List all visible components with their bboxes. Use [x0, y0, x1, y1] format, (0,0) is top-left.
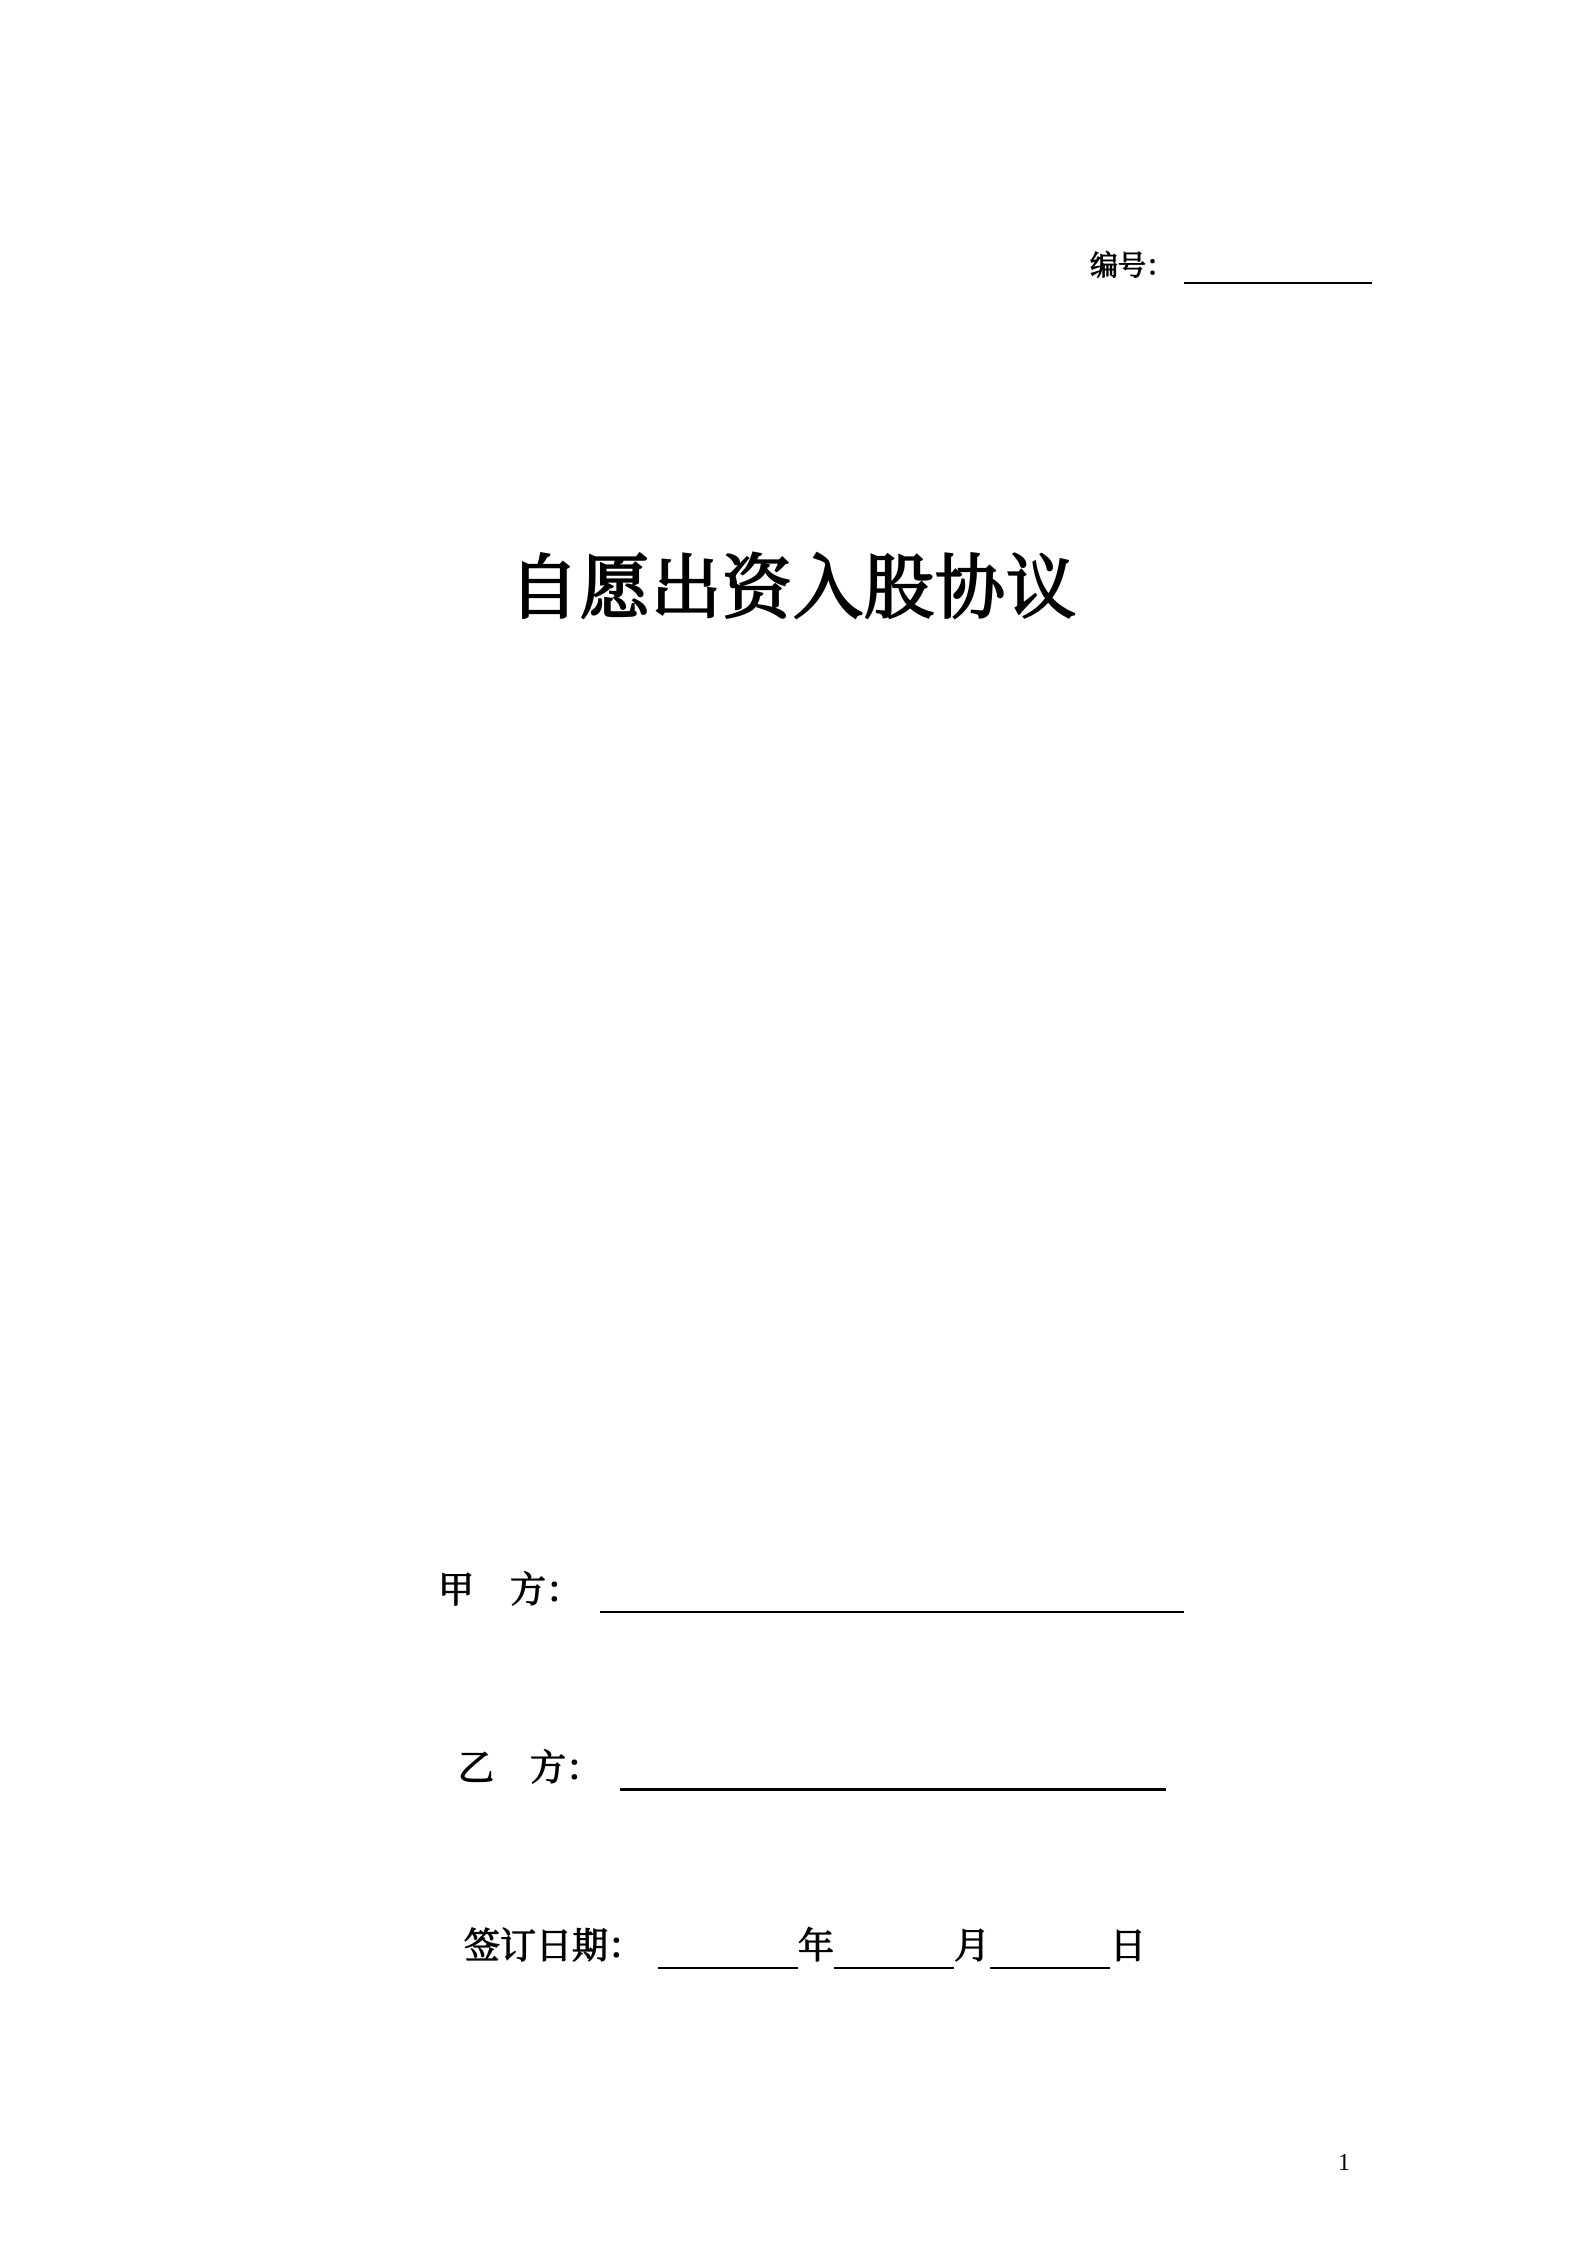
sign-date-field: [464, 1918, 1146, 1969]
document-number-label: 编号：: [1090, 249, 1175, 282]
sign-date-year-unit: 年: [798, 1926, 835, 1967]
sign-date-day-blank[interactable]: [990, 1933, 1110, 1969]
sign-date-month-unit: 月: [954, 1926, 991, 1967]
sign-date-day-unit: 日: [1110, 1926, 1147, 1967]
sign-date-label: 签订日期：: [464, 1926, 645, 1967]
sign-date-year-blank[interactable]: [658, 1933, 798, 1969]
document-number-blank[interactable]: [1184, 256, 1372, 284]
document-title: 自愿出资入股协议: [509, 547, 1077, 629]
party-b-field: [458, 1740, 1166, 1791]
party-b-label: 乙 方：: [458, 1748, 603, 1789]
sign-date-month-blank[interactable]: [834, 1933, 954, 1969]
page-number: 1: [1338, 2150, 1350, 2176]
document-number-field: [1090, 244, 1372, 284]
party-a-field: [438, 1562, 1184, 1613]
party-b-blank[interactable]: [620, 1754, 1166, 1791]
party-a-label: 甲 方：: [438, 1570, 583, 1611]
party-a-blank[interactable]: [600, 1577, 1184, 1613]
